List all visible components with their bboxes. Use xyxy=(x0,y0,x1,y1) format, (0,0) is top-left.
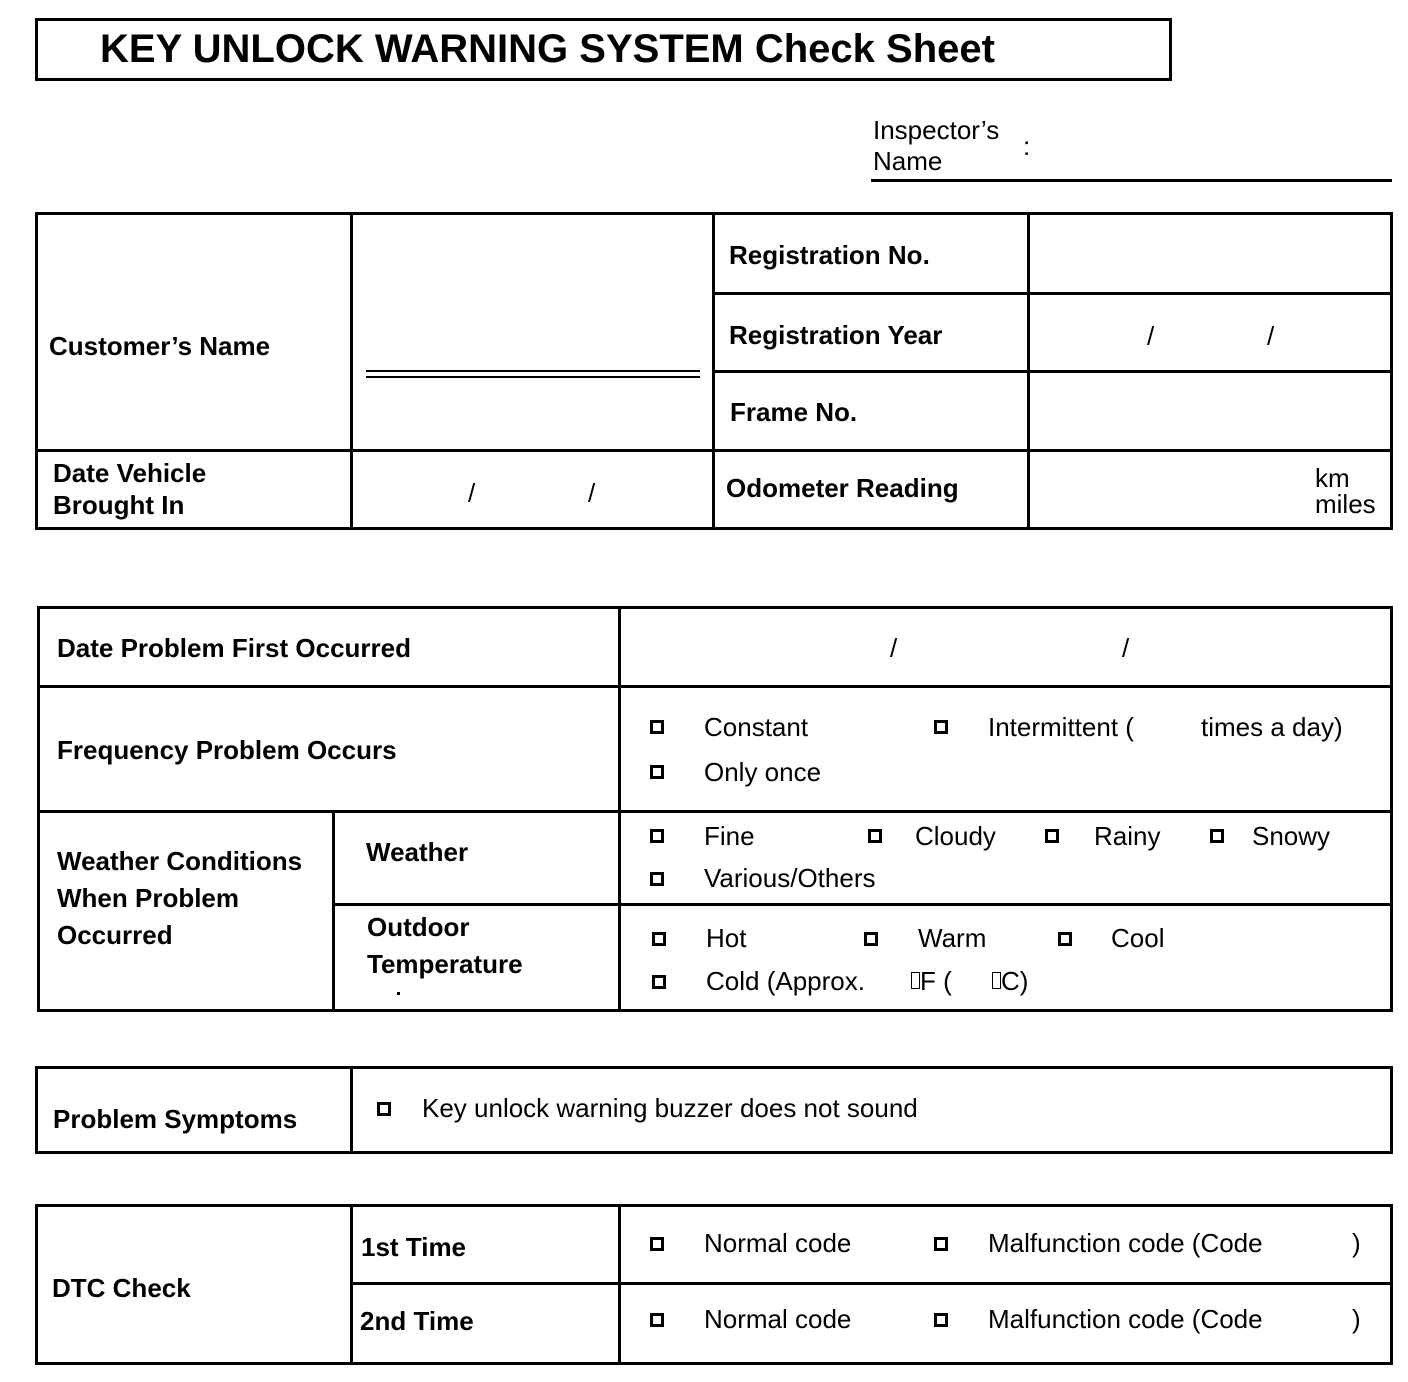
frequency-once-checkbox[interactable] xyxy=(650,765,664,779)
dtc-first-normal-label: Normal code xyxy=(704,1228,852,1258)
registration-year-label: Registration Year xyxy=(729,320,943,350)
temp-unit-f: F ( xyxy=(920,966,952,996)
temp-cold-label: Cold (Approx. xyxy=(706,966,865,996)
weather-various-checkbox[interactable] xyxy=(650,872,664,886)
page-title: KEY UNLOCK WARNING SYSTEM Check Sheet xyxy=(35,18,1172,81)
registration-no-label: Registration No. xyxy=(729,240,930,270)
weather-fine-checkbox[interactable] xyxy=(650,829,664,843)
weather-label: Weather xyxy=(366,837,469,867)
date-first-occurred-label: Date Problem First Occurred xyxy=(57,633,411,663)
date-first-occurred-field[interactable] xyxy=(622,610,1389,683)
dtc-second-malfunction-checkbox[interactable] xyxy=(934,1313,948,1327)
weather-snowy-label: Snowy xyxy=(1252,821,1331,851)
weather-rainy-label: Rainy xyxy=(1094,821,1161,851)
dtc-second-normal-checkbox[interactable] xyxy=(650,1313,664,1327)
stray-dot xyxy=(397,992,400,995)
date-brought-in-label: Date Vehicle Brought In xyxy=(53,458,207,520)
dtc-first-normal-checkbox[interactable] xyxy=(650,1237,664,1251)
odometer-unit-km: km xyxy=(1315,463,1350,493)
weather-snowy-checkbox[interactable] xyxy=(1210,829,1224,843)
temp-cool-label: Cool xyxy=(1111,923,1165,953)
weather-cloudy-label: Cloudy xyxy=(915,821,996,851)
frame-no-label: Frame No. xyxy=(730,397,858,427)
frequency-once-label: Only once xyxy=(704,757,822,787)
temp-warm-checkbox[interactable] xyxy=(864,932,878,946)
outdoor-temperature-label: Outdoor Temperature xyxy=(367,912,523,979)
dtc-second-normal-label: Normal code xyxy=(704,1304,852,1334)
dtc-check-label: DTC Check xyxy=(52,1273,191,1303)
weather-cloudy-checkbox[interactable] xyxy=(868,829,882,843)
weather-rainy-checkbox[interactable] xyxy=(1045,829,1059,843)
temp-unit-c: C) xyxy=(1001,966,1029,996)
frequency-label: Frequency Problem Occurs xyxy=(57,735,397,765)
dtc-first-close-paren: ) xyxy=(1352,1228,1361,1258)
frequency-constant-label: Constant xyxy=(704,712,809,742)
customer-name-label: Customer’s Name xyxy=(49,331,271,361)
frequency-constant-checkbox[interactable] xyxy=(650,720,664,734)
temp-warm-label: Warm xyxy=(918,923,987,953)
inspector-colon: : xyxy=(1023,131,1031,161)
dtc-second-malfunction-label: Malfunction code (Code xyxy=(988,1304,1263,1334)
inspector-name-underline xyxy=(871,179,1392,182)
odometer-label: Odometer Reading xyxy=(726,473,959,503)
inspector-name-label: Inspector’s Name xyxy=(873,115,1000,176)
registration-no-field[interactable] xyxy=(1031,216,1389,290)
dtc-first-malfunction-label: Malfunction code (Code xyxy=(988,1228,1263,1258)
frequency-intermittent-checkbox[interactable] xyxy=(934,720,948,734)
symptom-buzzer-label: Key unlock warning buzzer does not sound xyxy=(422,1093,918,1123)
symptom-buzzer-checkbox[interactable] xyxy=(377,1102,391,1116)
date-separator: / xyxy=(468,478,476,508)
date-separator: / xyxy=(588,478,596,508)
date-separator: / xyxy=(1147,321,1155,351)
dtc-second-close-paren: ) xyxy=(1352,1304,1361,1334)
weather-conditions-label: Weather Conditions When Problem Occurred xyxy=(57,846,303,950)
frequency-times-label: times a day) xyxy=(1201,712,1343,742)
problem-symptoms-label: Problem Symptoms xyxy=(53,1104,298,1134)
weather-various-label: Various/Others xyxy=(704,863,876,893)
temp-cold-checkbox[interactable] xyxy=(652,975,666,989)
temp-cool-checkbox[interactable] xyxy=(1058,932,1072,946)
degree-symbol-icon xyxy=(992,972,1001,989)
customer-name-field[interactable] xyxy=(366,370,700,380)
odometer-unit-miles: miles xyxy=(1315,489,1376,519)
frame-no-field[interactable] xyxy=(1031,374,1389,447)
date-separator: / xyxy=(1122,633,1130,663)
odometer-field[interactable] xyxy=(1031,453,1389,527)
weather-fine-label: Fine xyxy=(704,821,755,851)
date-separator: / xyxy=(890,633,898,663)
dtc-second-time-label: 2nd Time xyxy=(360,1306,474,1336)
dtc-first-malfunction-checkbox[interactable] xyxy=(934,1237,948,1251)
registration-year-field[interactable] xyxy=(1031,296,1389,368)
inspector-name-field[interactable] xyxy=(873,115,1393,185)
date-separator: / xyxy=(1267,321,1275,351)
dtc-first-time-label: 1st Time xyxy=(361,1232,467,1262)
frequency-intermittent-label: Intermittent ( xyxy=(988,712,1134,742)
temp-hot-label: Hot xyxy=(706,923,747,953)
degree-symbol-icon xyxy=(911,972,920,989)
date-brought-in-field[interactable] xyxy=(354,453,710,527)
temp-hot-checkbox[interactable] xyxy=(652,932,666,946)
